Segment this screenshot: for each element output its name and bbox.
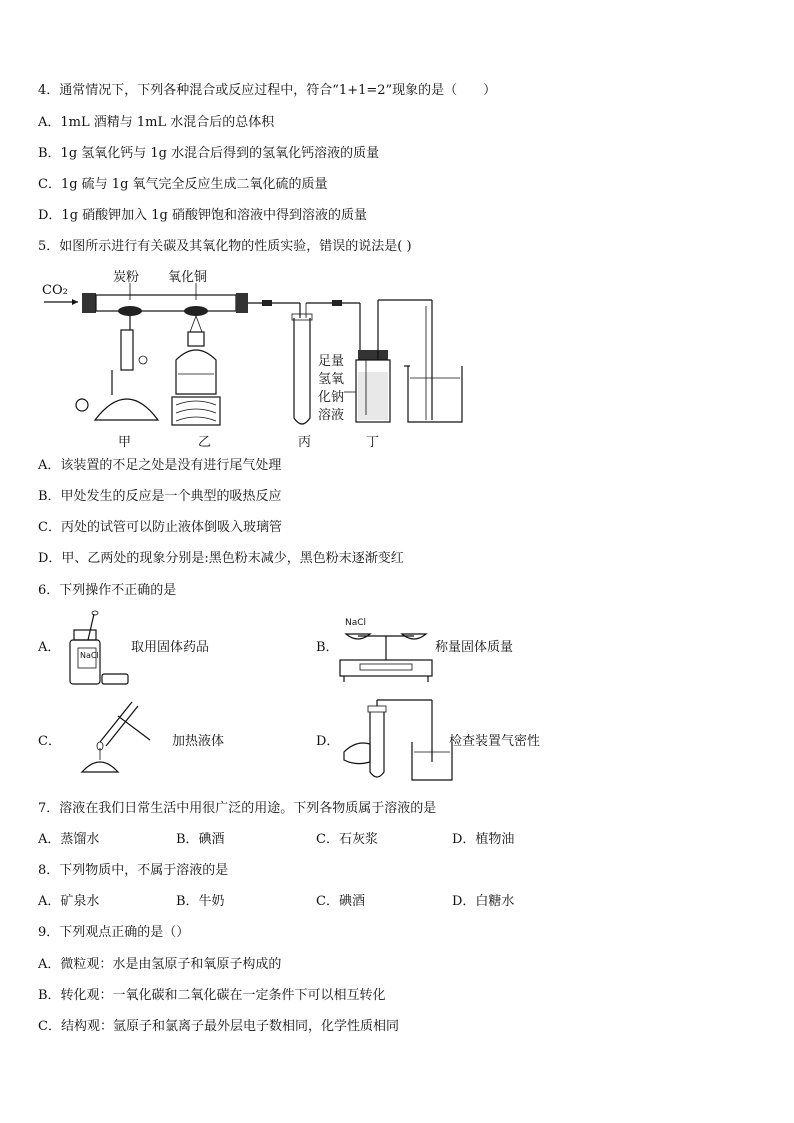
q6-option-c-text: 加热液体 [172,734,225,749]
q8-option-b: B．牛奶 [176,894,225,909]
q7-stem: 7．溶液在我们日常生活中用很广泛的用途。下列各物质属于溶液的是 [38,801,437,816]
q4-stem: 4．通常情况下，下列各种混合或反应过程中，符合“1+1=2”现象的是（ ） [38,83,497,98]
q8-option-a: A．矿泉水 [38,894,100,909]
q7-option-b: B．碘酒 [176,832,225,847]
q7-option-c: C．石灰浆 [316,832,378,847]
naoh-label-2: 氢氧 [318,372,345,387]
station-jia-label: 甲 [118,435,132,450]
q9-stem: 9．下列观点正确的是（） [38,925,190,940]
q6-option-b-text: 称量固体质量 [435,640,514,655]
co2-label: CO₂ [42,283,68,298]
q8-option-d: D．白糖水 [452,894,515,909]
station-yi-label: 乙 [198,435,212,450]
q9-option-c: C．结构观：氩原子和氯离子最外层电子数相同，化学性质相同 [38,1019,399,1034]
q8-stem: 8．下列物质中，不属于溶液的是 [38,863,229,878]
q6-option-b-letter: B． [316,640,339,655]
q9-option-a: A．微粒观：水是由氢原子和氧原子构成的 [38,957,282,972]
q5-option-c: C．丙处的试管可以防止液体倒吸入玻璃管 [38,520,282,535]
q6-option-a-text: 取用固体药品 [131,640,210,655]
q4-option-a: A．1mL 酒精与 1mL 水混合后的总体积 [38,115,275,130]
carbon-powder-label: 炭粉 [113,270,140,285]
station-bing-label: 丙 [298,435,312,450]
q4-option-c: C．1g 硫与 1g 氧气完全反应生成二氧化硫的质量 [38,177,328,192]
q6-option-a-letter: A． [38,640,61,655]
station-ding-label: 丁 [366,435,380,450]
naoh-label-3: 化钠 [318,390,345,405]
q6-a-bottle-label: NaCl [80,651,99,660]
copper-oxide-label: 氧化铜 [168,270,208,285]
q4-option-d: D．1g 硝酸钾加入 1g 硝酸钾饱和溶液中得到溶液的质量 [38,208,368,223]
q6-stem: 6．下列操作不正确的是 [38,583,177,598]
q6-b-nacl-label: NaCl [345,618,367,628]
q7-option-a: A．蒸馏水 [38,832,100,847]
q5-option-d: D．甲、乙两处的现象分别是:黑色粉末减少，黑色粉末逐渐变红 [38,551,404,566]
q6-option-d-text: 检查装置气密性 [449,734,541,749]
naoh-label-1: 足量 [318,354,345,369]
q5-option-b: B．甲处发生的反应是一个典型的吸热反应 [38,489,282,504]
q4-option-b: B．1g 氢氧化钙与 1g 水混合后得到的氢氧化钙溶液的质量 [38,146,380,161]
q8-option-c: C．碘酒 [316,894,365,909]
naoh-label-4: 溶液 [318,408,345,423]
q7-option-d: D．植物油 [452,832,515,847]
q5-option-a: A．该装置的不足之处是没有进行尾气处理 [38,458,282,473]
q5-stem: 5．如图所示进行有关碳及其氧化物的性质实验，错误的说法是( ) [38,239,412,254]
q6-option-d-letter: D． [316,734,340,749]
q9-option-b: B．转化观：一氧化碳和二氧化碳在一定条件下可以相互转化 [38,988,386,1003]
q6-option-c-letter: C． [38,734,61,749]
